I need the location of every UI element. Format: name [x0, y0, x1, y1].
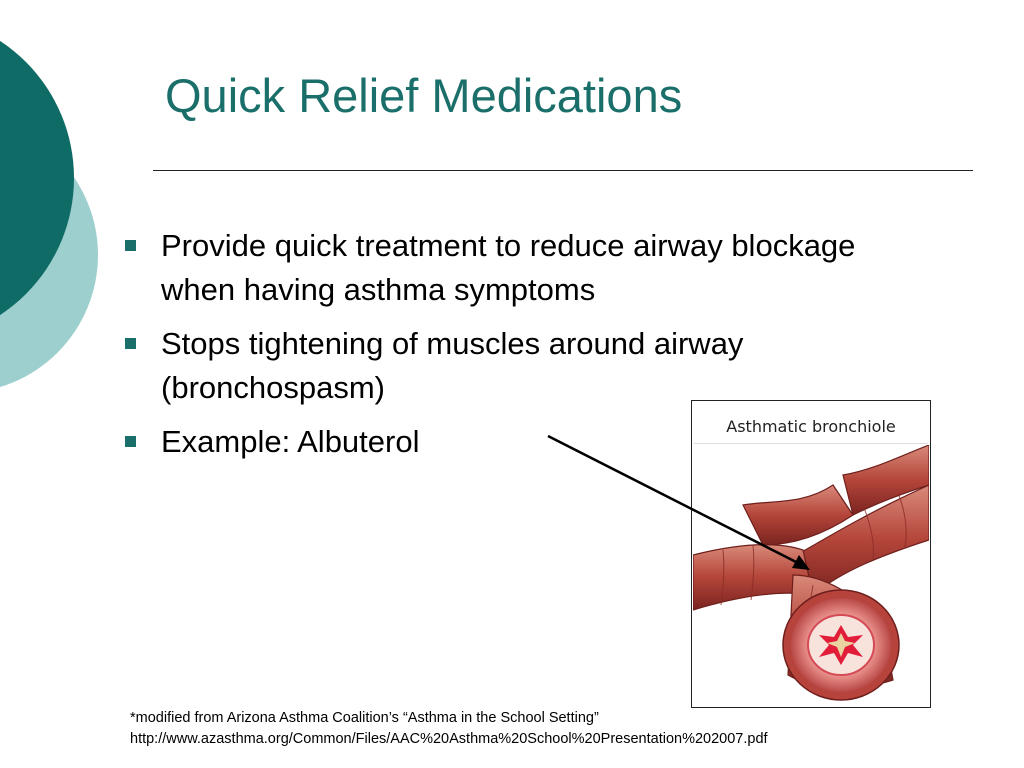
figure-divider: [694, 443, 928, 444]
figure-caption: Asthmatic bronchiole: [726, 417, 896, 436]
bullet-text: Stops tightening of muscles around airway (bronchospasm): [161, 326, 744, 405]
bullet-text: Provide quick treatment to reduce airway blockage when having asthma symptoms: [161, 228, 856, 307]
decorative-circles: [0, 0, 110, 420]
bullet-item: [122, 224, 862, 312]
footnote-citation: *modified from Arizona Asthma Coalition’s “Asthma in the School Setting”: [130, 710, 599, 726]
square-bullet-icon: [125, 240, 136, 251]
slide-title: Quick Relief Medications: [165, 69, 683, 122]
square-bullet-icon: [125, 338, 136, 349]
footnote-url: http://www.azasthma.org/Common/Files/AAC%20Asthma%20School%20Presentation%202007.pdf: [130, 731, 768, 747]
bronchiole-illustration: [693, 445, 929, 707]
bronchiole-figure: [691, 400, 931, 708]
source-footnote: [130, 708, 1010, 750]
bullet-text: Example: Albuterol: [161, 424, 420, 459]
title-underline: [153, 170, 973, 171]
bullet-item: [122, 322, 862, 410]
square-bullet-icon: [125, 436, 136, 447]
